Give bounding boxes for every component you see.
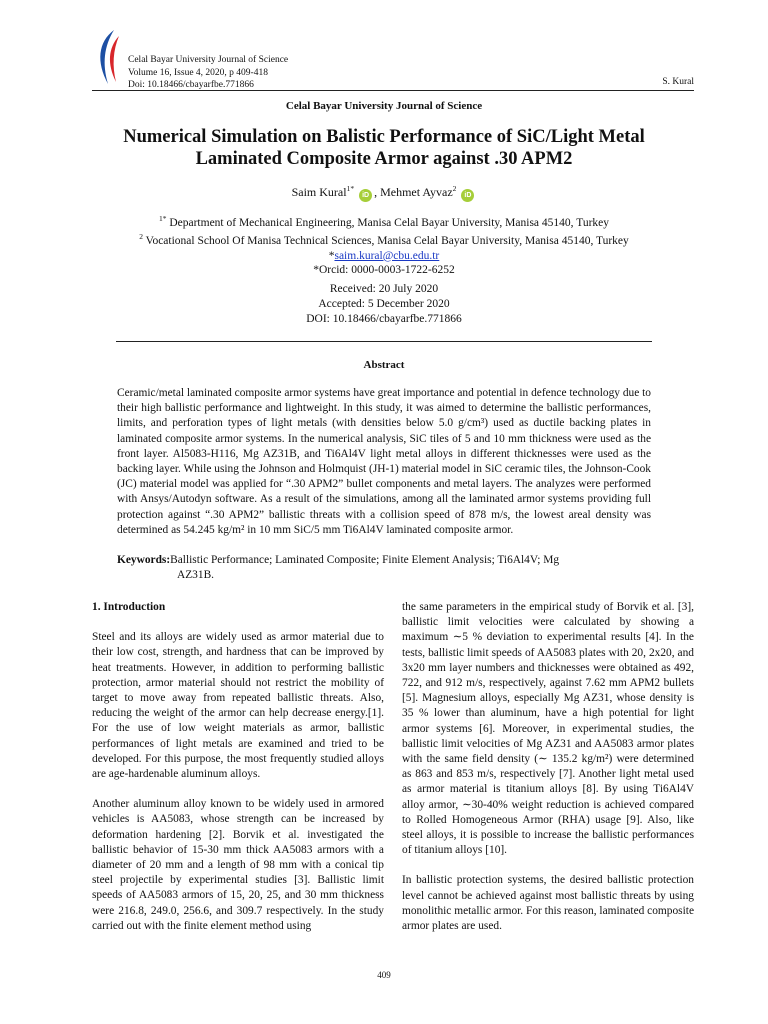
journal-logo — [92, 28, 128, 88]
right-column — [402, 600, 694, 949]
title-divider — [116, 341, 652, 342]
running-author: S. Kural — [662, 77, 694, 87]
header-divider — [92, 90, 694, 91]
received-date: Received: 20 July 2020 — [329, 283, 439, 295]
author-1: Saim Kural — [291, 185, 347, 199]
paragraph: In ballistic protection systems, the desired ballistic protection level cannot be achieved against most ballistic threats by using monolithic metallic armor. For this reason, laminated composite armor plates are used. — [402, 874, 694, 933]
affiliation-2-text: Vocational School Of Manisa Technical Sciences, Manisa Celal Bayar University, Manisa 45140, Turkey — [142, 235, 629, 248]
keywords — [117, 553, 651, 583]
affiliation-2 — [0, 230, 768, 248]
author-separator: , — [374, 185, 381, 199]
email-link[interactable]: saim.kural@cbu.edu.tr — [334, 249, 440, 262]
paragraph: Steel and its alloys are widely used as armor material due to their low cost, strength, and hardness that can be improved by heat treatments. However, in addition to performing ballistic protection, armor material should not restrict the mobility of target to move away from repeated ballistic threats. Also, reducing the weight of the armor can help decrease energy.[1]. For the use of low weight materials as armor, ballistic performances of light metals are examined and tried to be developed. For this purpose, the most frequently studied alloys are age-hardenable aluminum alloys. — [92, 631, 384, 781]
journal-header-info — [128, 54, 288, 92]
keywords-list: Ballistic Performance; Laminated Composite; Finite Element Analysis; Ti6Al4V; Mg — [170, 554, 560, 566]
affiliations — [0, 212, 768, 278]
keywords-label: Keywords: — [117, 554, 171, 566]
paper-title — [90, 126, 678, 170]
orcid-icon[interactable]: iD — [359, 189, 372, 202]
author-2: Mehmet Ayvaz — [380, 185, 453, 199]
author-1-sup: 1* — [346, 184, 355, 193]
journal-name: Celal Bayar University Journal of Science — [285, 100, 483, 112]
abstract-heading: Abstract — [363, 359, 405, 371]
article-dates — [0, 282, 768, 327]
keywords-line-2: AZ31B. — [177, 569, 215, 581]
journal-line: Celal Bayar University Journal of Science — [128, 55, 289, 65]
affiliation-1 — [0, 212, 768, 230]
article-doi: DOI: 10.18466/cbayarfbe.771866 — [306, 313, 462, 325]
affiliation-1-text: Department of Mechanical Engineering, Manisa Celal Bayar University, Manisa 45140, Turkey — [166, 216, 610, 229]
author-2-sup: 2 — [452, 184, 457, 193]
author-list — [0, 184, 768, 202]
affiliation-1-sup: 1* — [158, 214, 167, 223]
keywords-line-1 — [117, 553, 651, 568]
email-prefix: * — [328, 249, 335, 262]
orcid-line: *Orcid: 0000-0003-1722-6252 — [313, 264, 455, 277]
email-line — [0, 249, 768, 264]
page-number: 409 — [377, 970, 391, 980]
title-line-2: Laminated Composite Armor against .30 APM2 — [195, 149, 573, 169]
volume-line: Volume 16, Issue 4, 2020, p 409-418 — [128, 67, 268, 78]
paragraph: the same parameters in the empirical study of Borvik et al. [3], ballistic limit velocities were calculated by showing a maximum ∼5 % deviation to experimental results [4]. In the tests, ballistic limit speeds of AA5083 plates with 20, 2x20, and 3x20 mm layer numbers and thicknesses were obtained as 492, 722, and 912 m/s, respectively, against 7.62 mm APM2 bullets [5]. Magnesium alloys, especially Mg AZ31, whose density is 35 % lower than aluminum, have a high potential for light armor systems [6]. Moreover, in experimental studies, the ballistic limit velocities of Mg AZ31 and AA5083 armor plates with the same field density (∼ 135.2 kg/m²) were determined as 863 and 853 m/s, respectively [7]. Another light metal used as armor material is titanium alloys [8]. By using Ti6Al4V alloy armor, ∼30-40% weight reduction is achieved compared to Rolled Homogeneous Armor (RHA) usage [9]. Also, like steel alloys, it is possible to increase the ballistic performances of titanium alloys [10]. — [402, 601, 694, 857]
accepted-date: Accepted: 5 December 2020 — [318, 298, 450, 310]
abstract-text: Ceramic/metal laminated composite armor systems have great importance and potential in defence technology due to their high ballistic performance and lightweight. In this study, it was aimed to determine the ballistic performances, limits, and perforation types of light metals (with densities below 5.0 g/cm³) used as ductile backing plates in laminated composite armor systems. In the numerical analysis, SiC tiles of 5 and 10 mm thickness were used as the front layer. Al5083-H116, Mg AZ31B, and Ti6Al4V light metal alloys in different thicknesses were used as the backing layer. While using the Johnson and Holmquist (JH-1) material model in SiC ceramic tiles, the Johnson-Cook (JC) material model was applied for “.30 APM2” bullet components and metal layers. The analyzes were performed with Ansys/Autodyn software. As a result of the simulations, among all the laminated armor systems providing full protection against “.30 APM2” ballistic threats with a collision speed of 878 m/s, the lowest areal density was determined as 54.245 kg/m² in 10 mm SiC/5 mm Ti6Al4V laminated composite armor. — [117, 387, 651, 536]
left-column — [92, 600, 384, 949]
section-heading: 1. Introduction — [92, 601, 166, 613]
title-line-1: Numerical Simulation on Balistic Performance of SiC/Light Metal — [123, 127, 645, 147]
doi-line: Doi: 10.18466/cbayarfbe.771866 — [128, 80, 254, 90]
affiliation-2-sup: 2 — [139, 232, 143, 242]
orcid-icon[interactable]: iD — [461, 189, 474, 202]
paragraph: Another aluminum alloy known to be widely used in armored vehicles is AA5083, whose strength can be increased by deformation hardening [2]. Borvik et al. investigated the ballistic behavior of 15-30 mm thick AA5083 armors with a diameter of 20 mm and a length of 98 mm with a conical tip steel projectile by experimental studies [3]. Ballistic limit speeds of AA5083 armors of 15, 20, 25, and 30 mm thickness were 216.8, 249.0, 256.6, and 309.7 respectively. In the study carried out with the finite element method using — [92, 798, 384, 932]
